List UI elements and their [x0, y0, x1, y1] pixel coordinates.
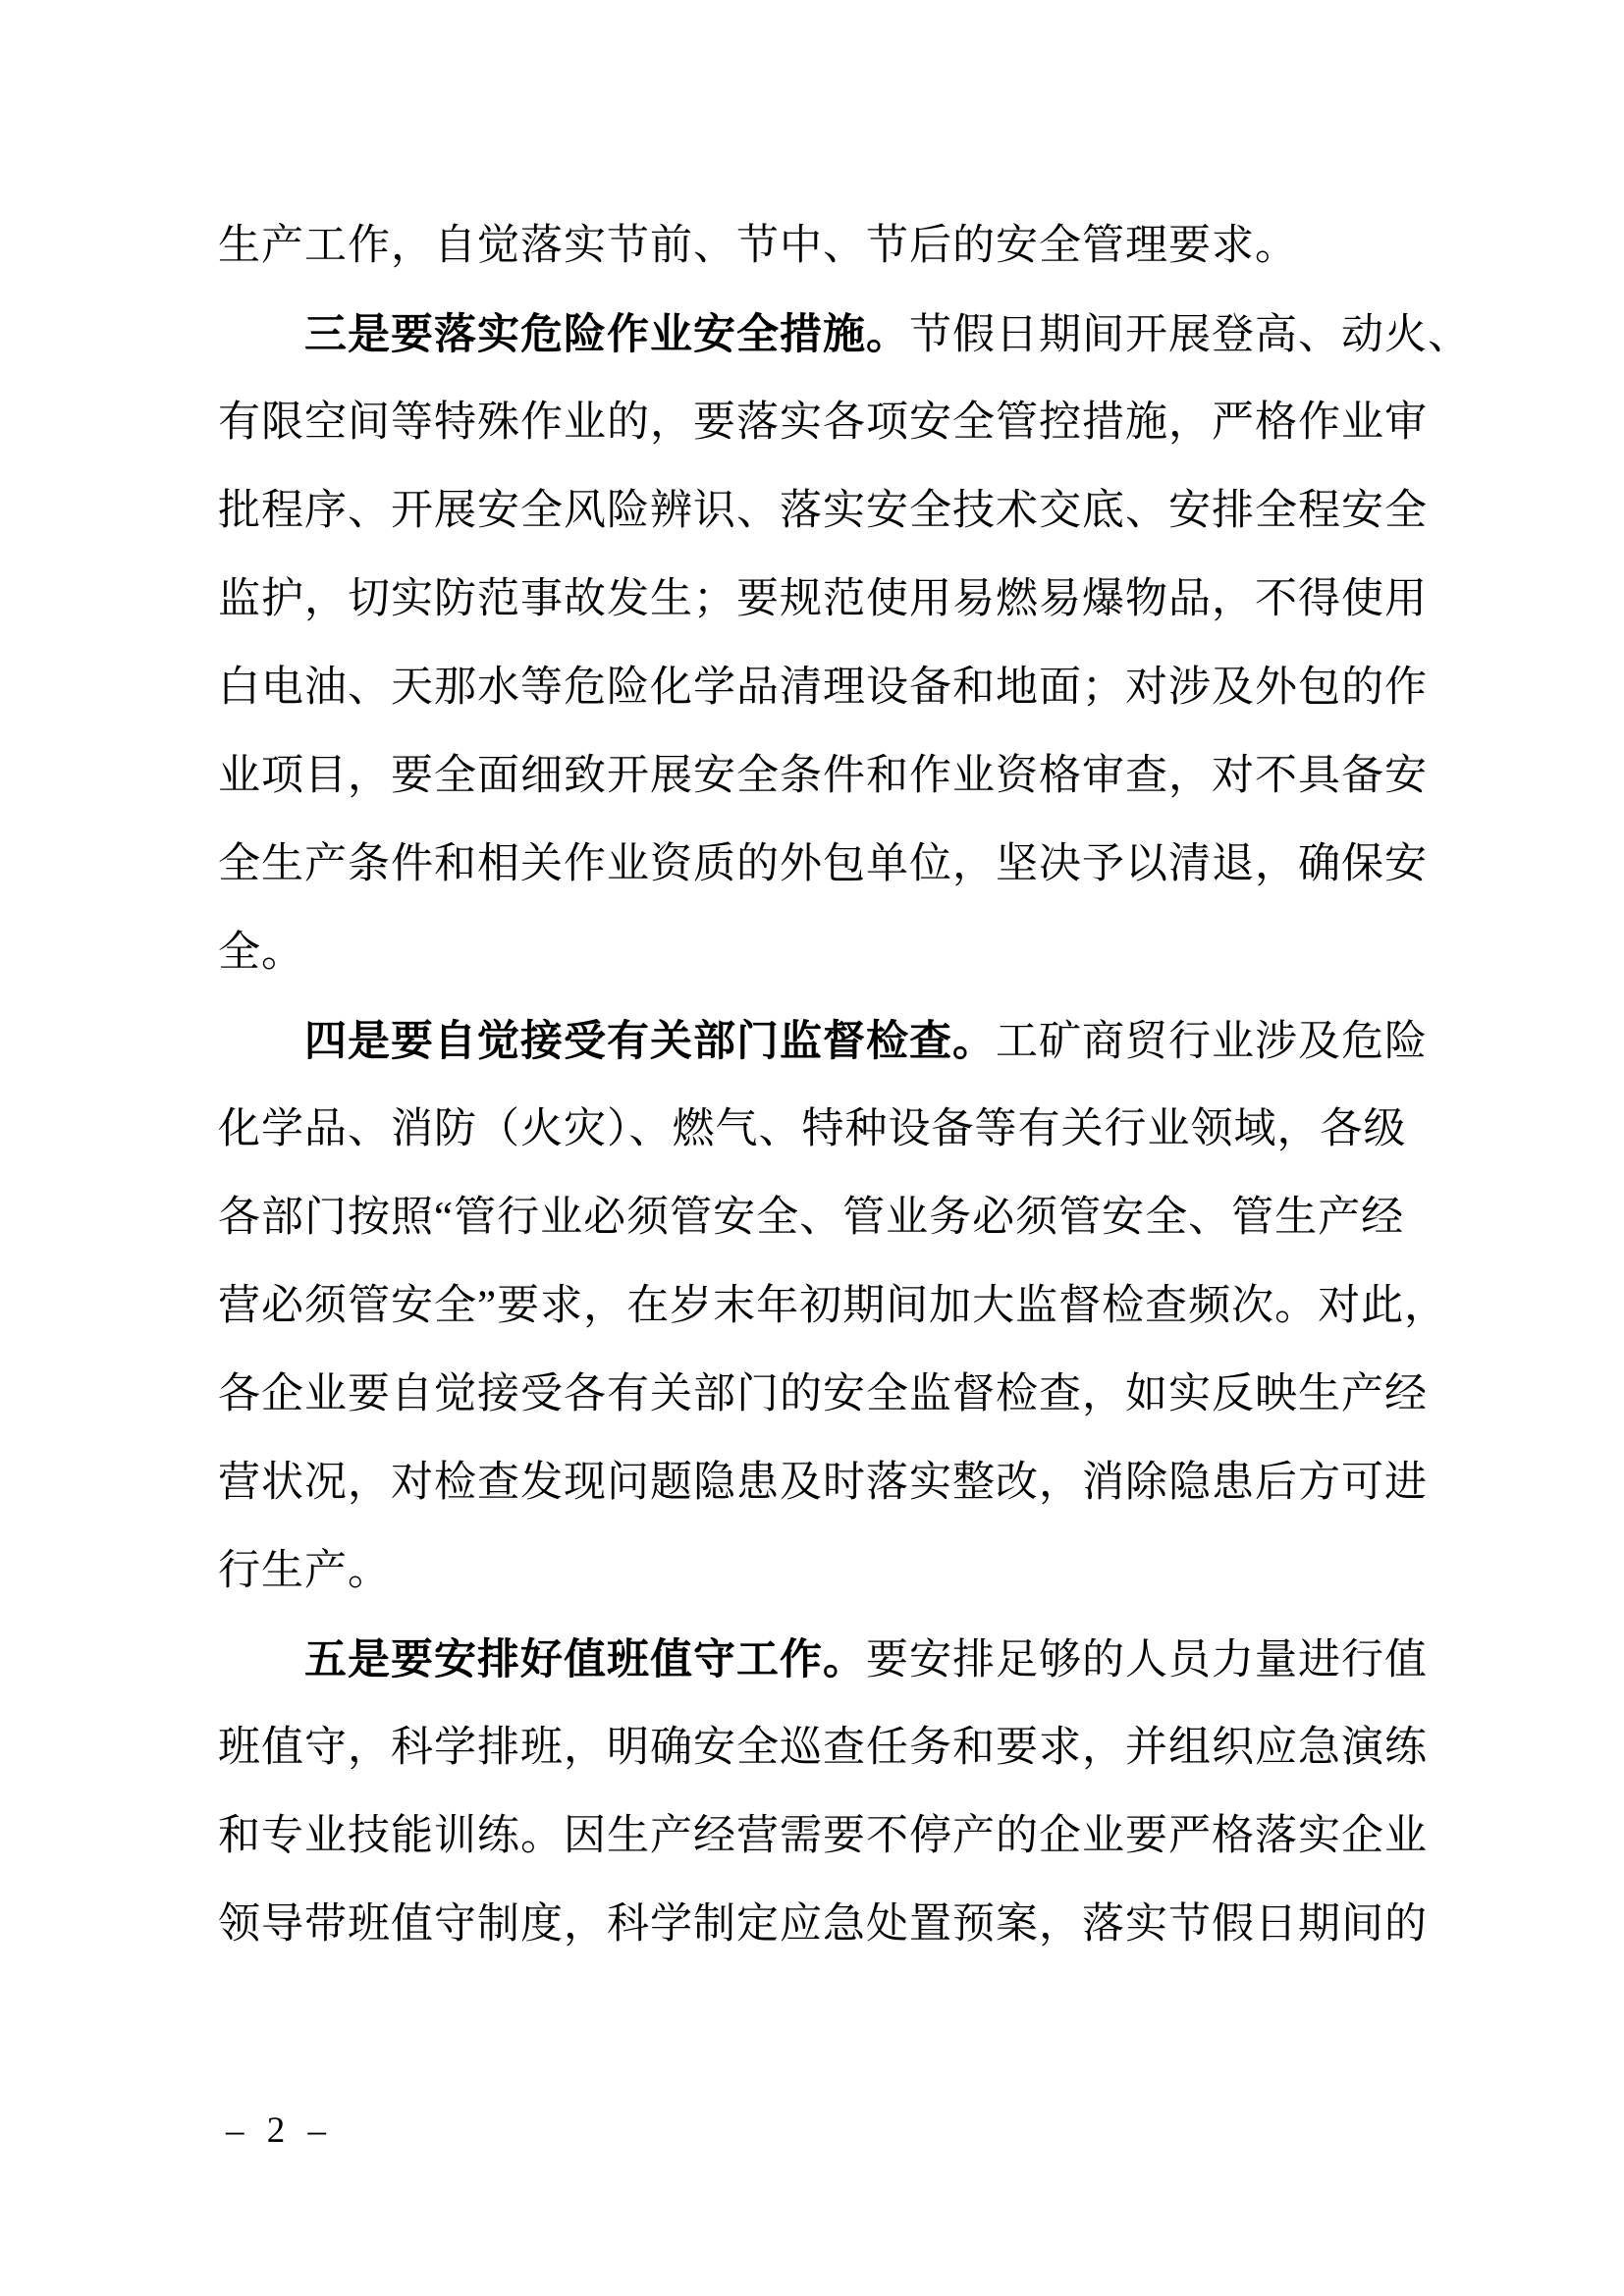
text-line — [218, 997, 1432, 1086]
paragraph-heading: 三是要落实危险作业安全措施。 — [304, 311, 909, 358]
text-line — [218, 1439, 1432, 1527]
paragraph-text: 班值守，科学排班，明确安全巡查任务和要求，并组织应急演练 — [218, 1725, 1428, 1771]
text-line — [218, 1086, 1432, 1174]
paragraph-text: 营必须管安全”要求，在岁末年初期间加大监督检查频次。对此， — [218, 1283, 1448, 1329]
paragraph-text: 要安排足够的人员力量进行值 — [866, 1637, 1428, 1683]
text-line — [218, 1351, 1432, 1439]
text-line — [218, 1262, 1448, 1351]
paragraph-heading: 四是要自觉接受有关部门监督检查。 — [304, 1018, 996, 1065]
paragraph-text: 批程序、开展安全风险辨识、落实安全技术交底、安排全程安全 — [218, 488, 1428, 534]
text-line — [218, 202, 1432, 291]
text-line — [218, 467, 1432, 556]
paragraph-text: 节假日期间开展登高、动火、 — [909, 312, 1471, 358]
text-block — [218, 202, 1471, 1969]
paragraph-text: 各部门按照“管行业必须管安全、管业务必须管安全、管生产经 — [218, 1195, 1405, 1241]
paragraph-text: 领导带班值守制度，科学制定应急处置预案，落实节假日期间的 — [218, 1901, 1428, 1948]
paragraph-text: 监护，切实防范事故发生；要规范使用易燃易爆物品，不得使用 — [218, 576, 1428, 622]
text-line — [218, 1616, 1432, 1704]
paragraph-text: 白电油、天那水等危险化学品清理设备和地面；对涉及外包的作 — [218, 665, 1428, 711]
paragraph-text: 全生产条件和相关作业资质的外包单位，坚决予以清退，确保安 — [218, 841, 1428, 887]
page-number: – 2 – — [226, 2110, 333, 2151]
paragraph-text: 有限空间等特殊作业的，要落实各项安全管控措施，严格作业审 — [218, 400, 1428, 446]
paragraph-text: 和专业技能训练。因生产经营需要不停产的企业要严格落实企业 — [218, 1813, 1428, 1859]
text-line — [218, 821, 1432, 909]
text-line — [218, 1174, 1432, 1262]
text-line — [218, 909, 1432, 997]
paragraph-text: 化学品、消防（火灾）、燃气、特种设备等有关行业领域，各级 — [218, 1106, 1407, 1152]
text-line — [218, 1527, 1432, 1616]
paragraph-text: 工矿商贸行业涉及危险 — [996, 1019, 1428, 1065]
paragraph-text: 业项目，要全面细致开展安全条件和作业资格审查，对不具备安 — [218, 753, 1428, 799]
paragraph-text: 营状况，对检查发现问题隐患及时落实整改，消除隐患后方可进 — [218, 1460, 1428, 1506]
text-line — [218, 291, 1471, 379]
text-line — [218, 556, 1432, 644]
paragraph-text: 全。 — [218, 930, 304, 976]
text-line — [218, 644, 1432, 732]
text-line — [218, 379, 1432, 467]
paragraph-text: 生产工作，自觉落实节前、节中、节后的安全管理要求。 — [218, 223, 1298, 269]
paragraph-text: 行生产。 — [218, 1548, 391, 1594]
text-line — [218, 1881, 1432, 1969]
text-line — [218, 1792, 1432, 1881]
paragraph-text: 各企业要自觉接受各有关部门的安全监督检查，如实反映生产经 — [218, 1371, 1428, 1417]
text-line — [218, 732, 1432, 821]
paragraph-heading: 五是要安排好值班值守工作。 — [304, 1636, 866, 1683]
text-line — [218, 1704, 1432, 1792]
